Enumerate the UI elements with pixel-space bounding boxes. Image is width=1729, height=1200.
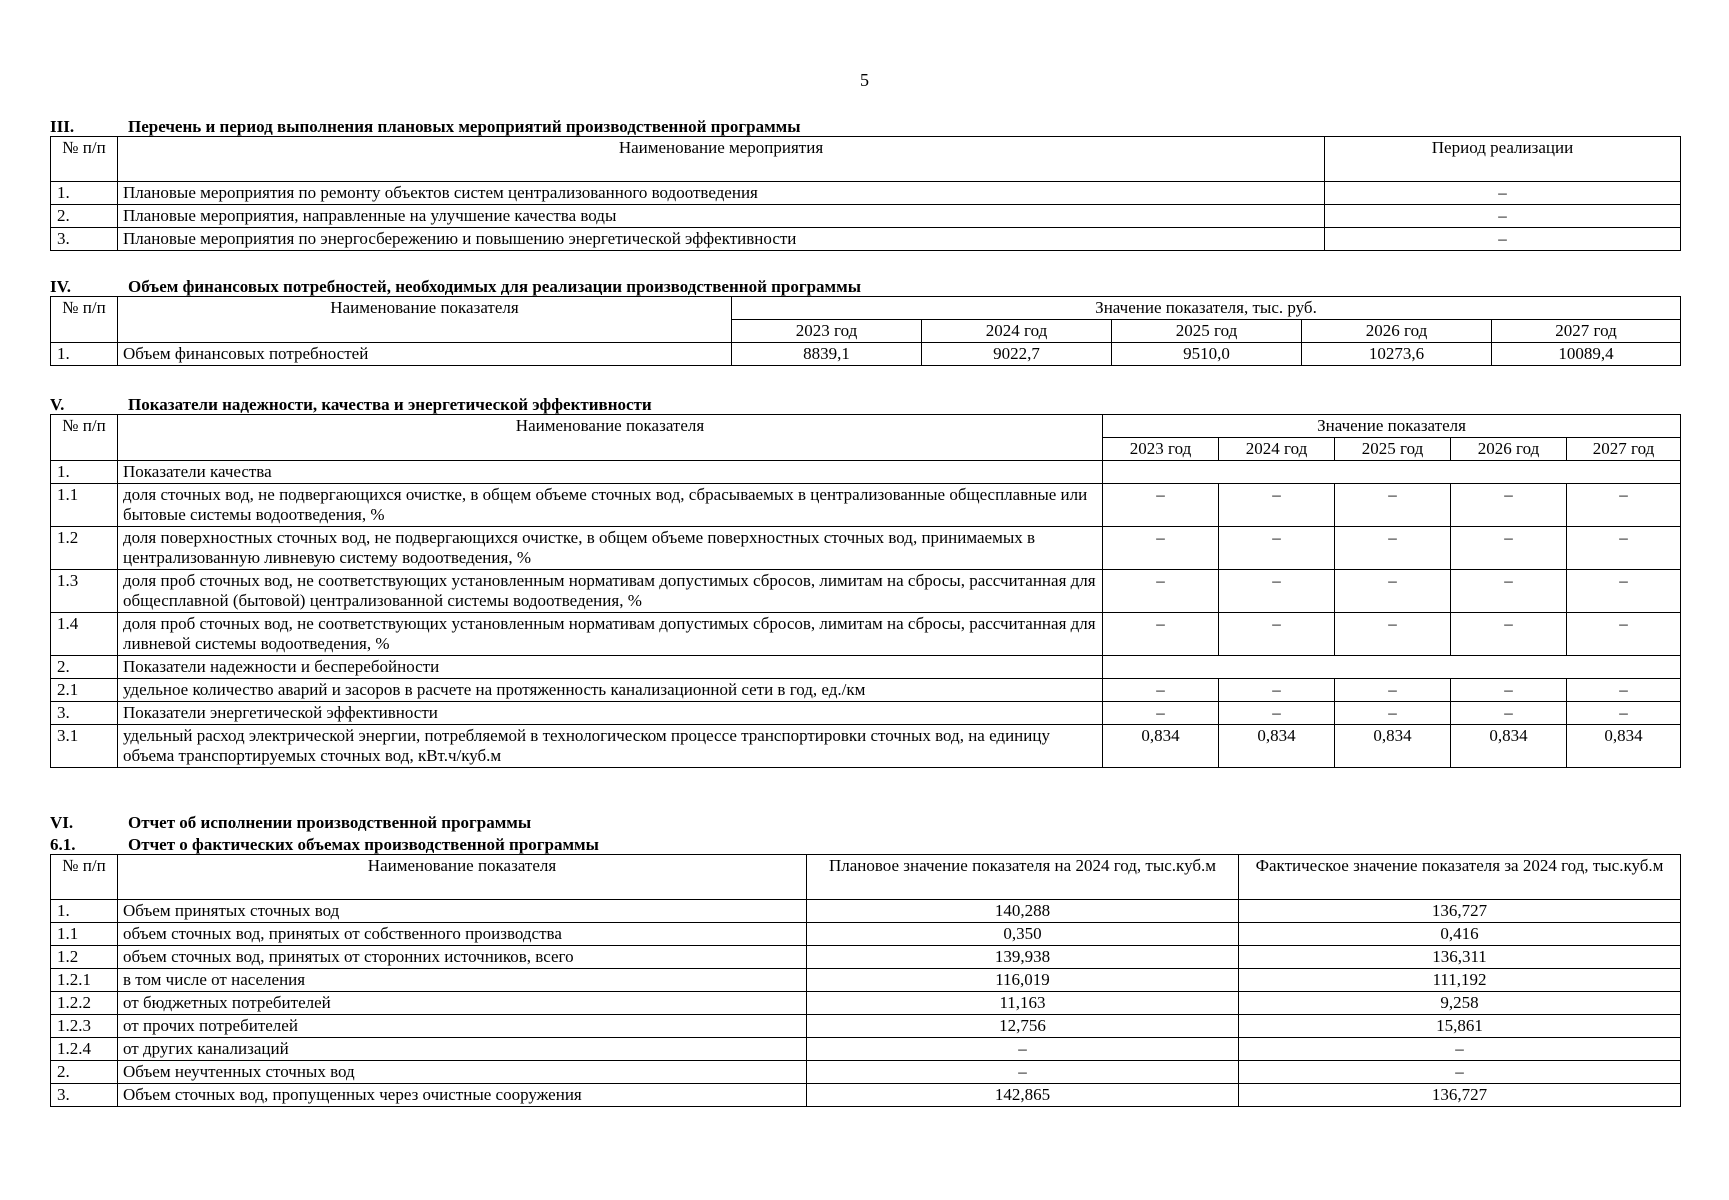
row-value: 8839,1 (732, 343, 922, 366)
col-header-no: № п/п (51, 137, 118, 182)
row-value: – (1451, 527, 1567, 570)
row-name: Показатели энергетической эффективности (118, 702, 1103, 725)
row-number: 1.2.3 (51, 1015, 118, 1038)
row-value: – (1103, 702, 1219, 725)
row-number: 1.1 (51, 484, 118, 527)
row-number: 1.1 (51, 923, 118, 946)
row-value: – (1335, 679, 1451, 702)
row-number: 1.2 (51, 946, 118, 969)
row-fact: 136,727 (1239, 1084, 1681, 1107)
row-name: Объем принятых сточных вод (118, 900, 807, 923)
row-number: 2. (51, 656, 118, 679)
row-fact: 136,311 (1239, 946, 1681, 969)
row-name: доля проб сточных вод, не соответствующих установленным нормативам допустимых сбросов, лимитам на сбросы, рассчитанная для ливневой системы водоотведения, % (118, 613, 1103, 656)
row-value: – (1335, 570, 1451, 613)
row-value-empty (1103, 461, 1681, 484)
table-row (51, 679, 1681, 702)
row-value: – (1451, 679, 1567, 702)
col-header-no: № п/п (51, 855, 118, 900)
row-fact: – (1239, 1061, 1681, 1084)
row-name: удельное количество аварий и засоров в расчете на протяженность канализационной сети в год, ед./км (118, 679, 1103, 702)
table-row (51, 923, 1681, 946)
row-value: – (1103, 679, 1219, 702)
section-6 (50, 814, 1680, 1107)
table-row (51, 1061, 1681, 1084)
row-name: Объем неучтенных сточных вод (118, 1061, 807, 1084)
table-row (51, 461, 1681, 484)
row-value: 10089,4 (1492, 343, 1681, 366)
table-row (51, 1038, 1681, 1061)
row-name: объем сточных вод, принятых от собственного производства (118, 923, 807, 946)
row-name: Показатели качества (118, 461, 1103, 484)
row-name: от прочих потребителей (118, 1015, 807, 1038)
row-plan: 11,163 (807, 992, 1239, 1015)
row-value: 0,834 (1335, 725, 1451, 768)
row-name: от других канализаций (118, 1038, 807, 1061)
section-6-1-title: 6.1. Отчет о фактических объемах производственной программы (50, 835, 599, 854)
row-value: 10273,6 (1302, 343, 1492, 366)
row-value: 9510,0 (1112, 343, 1302, 366)
row-value: – (1103, 613, 1219, 656)
row-number: 3. (51, 702, 118, 725)
row-name: объем сточных вод, принятых от сторонних источников, всего (118, 946, 807, 969)
table-row (51, 613, 1681, 656)
table-row (51, 484, 1681, 527)
row-name: Показатели надежности и бесперебойности (118, 656, 1103, 679)
col-header-value: Значение показателя, тыс. руб. (732, 297, 1681, 320)
row-plan: 0,350 (807, 923, 1239, 946)
row-value: 0,834 (1103, 725, 1219, 768)
row-name: доля поверхностных сточных вод, не подвергающихся очистке, в общем объеме поверхностных сточных вод, принимаемых в централизованную ливневую систему водоотведения, % (118, 527, 1103, 570)
section-4 (50, 278, 1680, 366)
year-header: 2027 год (1567, 438, 1681, 461)
section-4-title: IV. Объем финансовых потребностей, необходимых для реализации производственной программы (50, 277, 861, 296)
row-number: 3.1 (51, 725, 118, 768)
row-fact: 111,192 (1239, 969, 1681, 992)
row-value: – (1567, 679, 1681, 702)
table-row (51, 992, 1681, 1015)
row-name: Плановые мероприятия по энергосбережению и повышению энергетической эффективности (118, 228, 1325, 251)
row-name: Объем финансовых потребностей (118, 343, 732, 366)
row-value: – (1103, 570, 1219, 613)
col-header-name: Наименование мероприятия (118, 137, 1325, 182)
row-value: – (1219, 484, 1335, 527)
row-number: 1.2.2 (51, 992, 118, 1015)
year-header: 2025 год (1335, 438, 1451, 461)
row-name: доля проб сточных вод, не соответствующих установленным нормативам допустимых сбросов, лимитам на сбросы, рассчитанная для общесплавной (бытовой) централизованной системы водоотведения, % (118, 570, 1103, 613)
row-number: 2.1 (51, 679, 118, 702)
table-row (51, 702, 1681, 725)
row-plan: 116,019 (807, 969, 1239, 992)
section-5 (50, 396, 1680, 768)
row-fact: 15,861 (1239, 1015, 1681, 1038)
row-name: от бюджетных потребителей (118, 992, 807, 1015)
row-number: 1. (51, 182, 118, 205)
row-fact: 0,416 (1239, 923, 1681, 946)
row-number: 2. (51, 205, 118, 228)
row-name: Плановые мероприятия, направленные на улучшение качества воды (118, 205, 1325, 228)
row-value: – (1219, 702, 1335, 725)
row-value: – (1103, 484, 1219, 527)
row-value: – (1335, 613, 1451, 656)
section-3-title: III. Перечень и период выполнения плановых мероприятий производственной программы (50, 117, 801, 136)
row-value: – (1103, 527, 1219, 570)
row-value: – (1567, 484, 1681, 527)
row-fact: – (1239, 1038, 1681, 1061)
row-plan: 142,865 (807, 1084, 1239, 1107)
row-plan: 140,288 (807, 900, 1239, 923)
section-4-table (50, 296, 1681, 366)
row-number: 1.2.1 (51, 969, 118, 992)
year-header: 2023 год (732, 320, 922, 343)
table-row (51, 900, 1681, 923)
row-value-empty (1103, 656, 1681, 679)
row-fact: 136,727 (1239, 900, 1681, 923)
row-number: 1. (51, 461, 118, 484)
row-period: – (1325, 228, 1681, 251)
row-value: – (1567, 702, 1681, 725)
table-row (51, 656, 1681, 679)
col-header-no: № п/п (51, 415, 118, 461)
row-number: 3. (51, 228, 118, 251)
section-5-table (50, 414, 1681, 768)
row-fact: 9,258 (1239, 992, 1681, 1015)
table-row (51, 1015, 1681, 1038)
row-plan: 139,938 (807, 946, 1239, 969)
year-header: 2023 год (1103, 438, 1219, 461)
row-period: – (1325, 205, 1681, 228)
row-plan: – (807, 1038, 1239, 1061)
col-header-name: Наименование показателя (118, 855, 807, 900)
year-header: 2024 год (1219, 438, 1335, 461)
col-header-no: № п/п (51, 297, 118, 343)
table-row (51, 228, 1681, 251)
page-number: 5 (860, 70, 869, 90)
col-header-period: Период реализации (1325, 137, 1681, 182)
row-value: – (1219, 613, 1335, 656)
row-value: – (1567, 570, 1681, 613)
row-plan: – (807, 1061, 1239, 1084)
row-value: – (1335, 484, 1451, 527)
section-3 (50, 118, 1680, 251)
table-row (51, 946, 1681, 969)
col-header-plan: Плановое значение показателя на 2024 год, тыс.куб.м (807, 855, 1239, 900)
table-row (51, 969, 1681, 992)
row-number: 1.2 (51, 527, 118, 570)
year-header: 2024 год (922, 320, 1112, 343)
year-header: 2026 год (1451, 438, 1567, 461)
table-row (51, 527, 1681, 570)
row-number: 1.4 (51, 613, 118, 656)
row-value: – (1219, 570, 1335, 613)
row-period: – (1325, 182, 1681, 205)
row-value: – (1335, 527, 1451, 570)
row-value: – (1567, 527, 1681, 570)
row-value: 0,834 (1219, 725, 1335, 768)
row-number: 1. (51, 343, 118, 366)
table-row (51, 570, 1681, 613)
row-value: – (1219, 679, 1335, 702)
table-row (51, 182, 1681, 205)
row-name: Плановые мероприятия по ремонту объектов систем централизованного водоотведения (118, 182, 1325, 205)
row-name: удельный расход электрической энергии, потребляемой в технологическом процессе транспортировки сточных вод, на единицу объема транспортируемых сточных вод, кВт.ч/куб.м (118, 725, 1103, 768)
year-header: 2027 год (1492, 320, 1681, 343)
section-6-title: VI. Отчет об исполнении производственной программы (50, 813, 532, 832)
row-number: 1.3 (51, 570, 118, 613)
row-value: – (1219, 527, 1335, 570)
row-name: в том числе от населения (118, 969, 807, 992)
row-number: 1.2.4 (51, 1038, 118, 1061)
year-header: 2025 год (1112, 320, 1302, 343)
row-number: 3. (51, 1084, 118, 1107)
table-row (51, 205, 1681, 228)
col-header-value: Значение показателя (1103, 415, 1681, 438)
col-header-fact: Фактическое значение показателя за 2024 год, тыс.куб.м (1239, 855, 1681, 900)
col-header-name: Наименование показателя (118, 415, 1103, 461)
row-value: – (1567, 613, 1681, 656)
table-row (51, 343, 1681, 366)
row-value: 9022,7 (922, 343, 1112, 366)
table-row (51, 1084, 1681, 1107)
row-name: Объем сточных вод, пропущенных через очистные сооружения (118, 1084, 807, 1107)
row-value: – (1451, 702, 1567, 725)
row-value: – (1335, 702, 1451, 725)
section-3-table (50, 136, 1681, 251)
row-value: – (1451, 484, 1567, 527)
year-header: 2026 год (1302, 320, 1492, 343)
row-plan: 12,756 (807, 1015, 1239, 1038)
section-6-table (50, 854, 1681, 1107)
row-name: доля сточных вод, не подвергающихся очистке, в общем объеме сточных вод, сбрасываемых в централизованные общесплавные или бытовые системы водоотведения, % (118, 484, 1103, 527)
col-header-name: Наименование показателя (118, 297, 732, 343)
row-number: 1. (51, 900, 118, 923)
table-row (51, 725, 1681, 768)
row-value: 0,834 (1567, 725, 1681, 768)
row-value: 0,834 (1451, 725, 1567, 768)
row-value: – (1451, 613, 1567, 656)
row-value: – (1451, 570, 1567, 613)
row-number: 2. (51, 1061, 118, 1084)
section-5-title: V. Показатели надежности, качества и энергетической эффективности (50, 395, 652, 414)
